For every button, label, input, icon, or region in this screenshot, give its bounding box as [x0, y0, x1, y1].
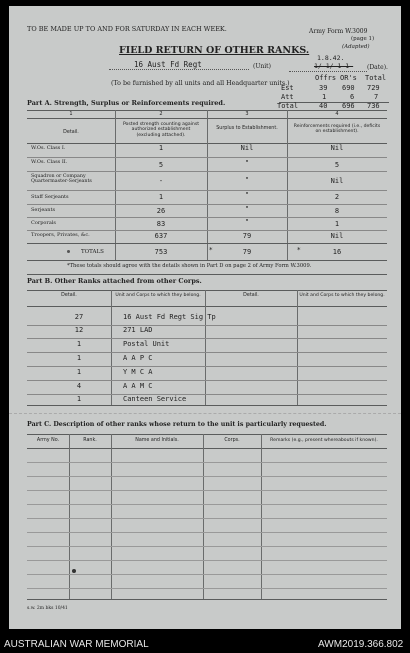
part-b-col-rule [297, 290, 298, 405]
part-b-row-unit: A A M C [123, 382, 153, 390]
rule [27, 394, 387, 395]
part-a-row-detail: Troopers, Privates, &c. [31, 232, 90, 238]
part-b-row-unit: Y M C A [123, 368, 153, 376]
part-a-row-reinf: 8 [334, 207, 340, 215]
part-b-row-detail: 1 [76, 395, 82, 403]
box-cell: 39 [319, 84, 328, 92]
part-a-row-posted: - [158, 177, 164, 185]
rule [27, 243, 387, 244]
part-a-row-surplus: " [244, 159, 250, 167]
rule [27, 448, 387, 449]
rule [27, 171, 387, 172]
form-page: (page 1) [351, 36, 375, 42]
rule [27, 504, 387, 505]
part-b-row-detail: 4 [76, 382, 82, 390]
rule [27, 434, 387, 435]
box-cell: 736 [367, 102, 380, 110]
rule [27, 230, 387, 231]
rule [27, 532, 387, 533]
part-a-row-reinf: Nil [330, 177, 344, 185]
box-cell: 7 [374, 93, 379, 101]
part-a-row-detail: W.Os. Class I. [31, 145, 66, 151]
box-cell: 690 [342, 84, 355, 92]
part-a-row-posted: 637 [154, 232, 168, 240]
rule [27, 306, 387, 307]
rule [27, 560, 387, 561]
box-header-offrs: Offrs [315, 74, 337, 82]
part-a-row-detail: W.Os. Class II. [31, 159, 68, 165]
part-a-note: *These totals should agree with the details shown in Part D on page 2 of Army Form W.3009. [67, 263, 312, 269]
rule [27, 599, 387, 600]
part-a-row-posted: 26 [156, 207, 166, 215]
form-name: Army Form W.3009 [309, 28, 368, 35]
archive-id: AWM2019.366.802 [318, 639, 404, 650]
box-header-total: Total [365, 74, 387, 82]
unit-line [109, 69, 249, 70]
part-a-row-posted: 5 [158, 161, 164, 169]
punch-hole [67, 250, 70, 253]
form-adapted: (Adapted) [342, 44, 370, 50]
part-a-total-surplus: 79 [242, 248, 252, 256]
part-b-header: Detail. [243, 293, 259, 298]
date-label: (Date). [367, 64, 388, 71]
rule [27, 260, 387, 261]
part-b-header: Unit and Corps to which they belong. [299, 293, 385, 298]
part-c-header: Army No. [36, 438, 60, 443]
part-b-row-unit: Canteen Service [123, 395, 187, 403]
part-a-row-posted: 1 [158, 144, 164, 152]
part-a-row-surplus: " [244, 218, 250, 226]
punch-hole [72, 569, 76, 573]
box-cell: 40 [319, 102, 328, 110]
asterisk-mark: * [297, 246, 301, 254]
part-a-header-surplus: Surplus to Establishment. [216, 126, 278, 131]
date-struck: 1/-1/-1-1- [314, 62, 354, 70]
part-b-row-detail: 1 [76, 368, 82, 376]
part-a-row-reinf: 5 [334, 161, 340, 169]
part-c-header: Corps. [224, 438, 240, 443]
part-a-total-posted: 753 [154, 248, 168, 256]
rule [27, 217, 387, 218]
box-row-label: Att [281, 93, 294, 101]
part-a-totals-label: TOTALS [81, 249, 104, 255]
part-b-header: Detail. [61, 293, 77, 298]
part-b-title: Part B. Other Ranks attached from other Corps. [27, 277, 202, 285]
part-a-colnum: 2 [159, 111, 163, 117]
part-a-row-reinf: 1 [334, 220, 340, 228]
part-b-row-unit: 271 LAD [123, 326, 153, 334]
part-c-header: Name and Initials. [135, 438, 179, 443]
date-value: 1.8.42. [317, 54, 345, 62]
part-a-row-detail: Squadron or Company Quartermaster-Serjeants [31, 174, 92, 185]
part-b-col-rule [111, 290, 112, 405]
rule [27, 588, 387, 589]
part-a-row-reinf: Nil [330, 232, 344, 240]
furnished-note: (To be furnished by all units and all Headquarter units.) [111, 80, 290, 87]
part-a-header-detail: Detail. [63, 130, 79, 135]
rule [27, 190, 387, 191]
asterisk-mark: * [209, 246, 213, 254]
part-c-header: Rank. [83, 438, 97, 443]
part-a-row-posted: 83 [156, 220, 166, 228]
rule [27, 462, 387, 463]
part-a-row-reinf: 2 [334, 193, 340, 201]
box-row-label: Est [281, 84, 294, 92]
rule [27, 490, 387, 491]
part-b-row-detail: 1 [76, 340, 82, 348]
rule [27, 405, 387, 406]
box-cell: 6 [350, 93, 355, 101]
part-a-row-surplus: Nil [240, 144, 254, 152]
rule [27, 574, 387, 575]
rule [27, 518, 387, 519]
box-cell: 729 [367, 84, 380, 92]
part-b-row-unit: A A P C [123, 354, 153, 362]
archive-name: AUSTRALIAN WAR MEMORIAL [4, 639, 149, 650]
box-row-label: Total [277, 102, 299, 110]
part-a-colnum: 1 [69, 111, 73, 117]
part-b-row-detail: 12 [74, 326, 84, 334]
part-a-header-posted: Posted strength counting against authorized establishment (excluding attached). [122, 122, 200, 138]
rule [27, 204, 387, 205]
part-b-row-detail: 1 [76, 354, 82, 362]
rule [27, 546, 387, 547]
unit-value: 16 Aust Fd Regt [134, 60, 202, 69]
part-a-row-reinf: Nil [330, 144, 344, 152]
part-a-row-detail: Serjeants [31, 207, 56, 213]
part-a-row-posted: 1 [158, 193, 164, 201]
part-a-total-reinf: 16 [332, 248, 342, 256]
part-b-header: Unit and Corps to which they belong. [115, 293, 201, 298]
rule [27, 352, 387, 353]
rule [27, 476, 387, 477]
part-a-row-surplus: 79 [242, 232, 252, 240]
part-c-title: Part C. Description of other ranks whose return to the unit is particularly requested. [27, 421, 327, 428]
rule [27, 157, 387, 158]
fold-line [9, 413, 401, 414]
rule [27, 290, 387, 291]
part-a-row-surplus: " [244, 176, 250, 184]
part-b-col-rule [205, 290, 206, 405]
rule [27, 274, 387, 275]
top-note: TO BE MADE UP TO AND FOR SATURDAY IN EACH WEEK. [27, 25, 227, 33]
part-a-colnum: 3 [245, 111, 249, 117]
part-a-header-reinf: Reinforcements required (i.e., deficits on establishment). [293, 124, 381, 135]
box-header-ors: OR's [340, 74, 357, 82]
rule [27, 338, 387, 339]
print-note: s.w. 2m bks 10/41 [27, 606, 68, 611]
part-a-title: Part A. Strength, Surplus or Reinforcements required. [27, 99, 226, 107]
page-title: FIELD RETURN OF OTHER RANKS. [119, 45, 310, 56]
rule [27, 380, 387, 381]
part-b-row-detail: 27 [74, 313, 84, 321]
part-a-row-surplus: " [244, 205, 250, 213]
part-a-colnum: 4 [335, 111, 339, 117]
form-sheet [9, 6, 401, 629]
part-a-row-detail: Corporals [31, 220, 56, 226]
part-c-header: Remarks (e.g., present whereabouts if known). [270, 438, 378, 443]
part-b-row-unit: Postal Unit [123, 340, 170, 348]
rule [27, 366, 387, 367]
box-cell: 696 [342, 102, 355, 110]
box-cell: 1 [322, 93, 327, 101]
unit-label: (Unit) [253, 63, 271, 70]
archive-footer [0, 632, 410, 653]
part-a-row-detail: Staff Serjeants [31, 194, 69, 200]
part-a-row-surplus: " [244, 191, 250, 199]
part-b-row-unit: 16 Aust Fd Regt Sig Tp [123, 313, 216, 321]
date-line [289, 71, 367, 72]
